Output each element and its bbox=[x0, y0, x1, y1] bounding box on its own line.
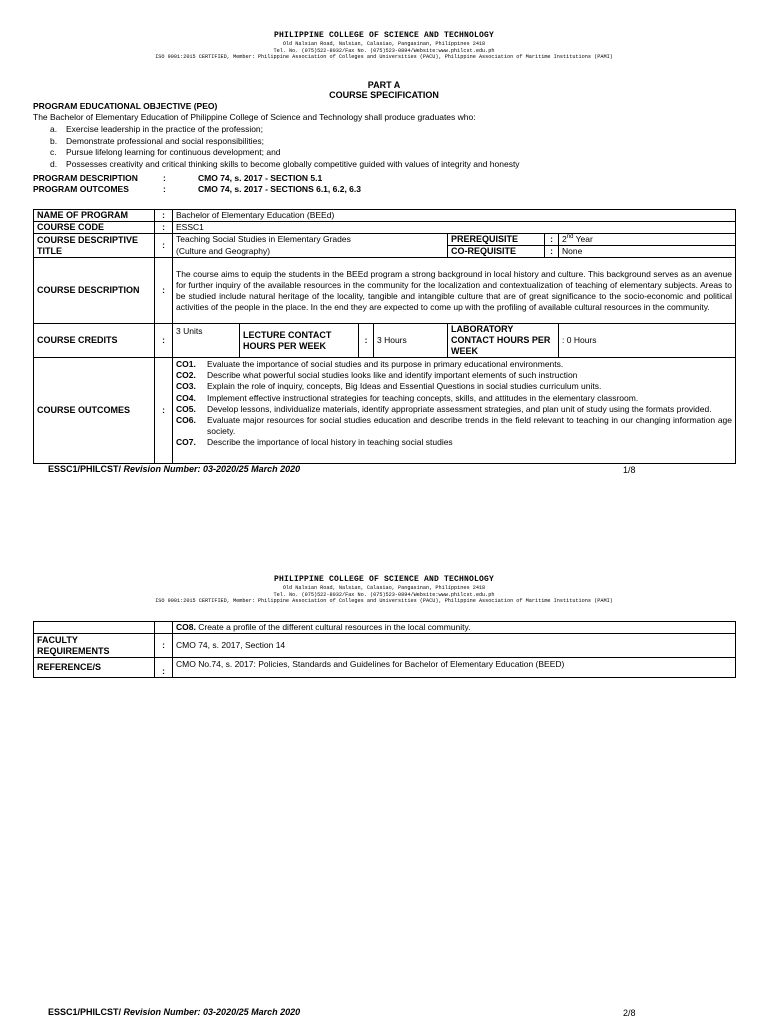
colon: : bbox=[155, 358, 173, 464]
table-row bbox=[34, 358, 736, 464]
course-credits-label: COURSE CREDITS bbox=[34, 324, 155, 358]
colon: : bbox=[545, 234, 559, 246]
name-of-program-value: Bachelor of Elementary Education (BEEd) bbox=[173, 210, 736, 222]
outcome-item: CO4. Implement effective instructional strategies for teaching concepts, skills, and attitudes in the elementary classroom. bbox=[176, 392, 639, 403]
document-page-2 bbox=[0, 540, 768, 1024]
part-label: PART A bbox=[367, 80, 401, 90]
faculty-requirements-value: CMO 74, s. 2017, Section 14 bbox=[173, 634, 736, 658]
lab-hours-value: : 0 Hours bbox=[559, 324, 736, 358]
course-outcomes-label: COURSE OUTCOMES bbox=[34, 358, 155, 464]
peo-item: b. Demonstrate professional and social responsibilities; bbox=[50, 135, 264, 146]
table-row bbox=[34, 634, 736, 658]
course-description-label: COURSE DESCRIPTION bbox=[34, 258, 155, 324]
colon: : bbox=[163, 173, 166, 183]
colon: : bbox=[155, 234, 173, 258]
prerequisite-value: 2nd Year bbox=[559, 234, 736, 246]
program-description-value: CMO 74, s. 2017 - SECTION 5.1 bbox=[198, 173, 323, 183]
corequisite-value: None bbox=[559, 246, 736, 258]
college-address: Old Nalsian Road, Nalsian, Calasiao, Pangasinan, Philippines 2418 bbox=[282, 585, 486, 591]
course-code-label: COURSE CODE bbox=[34, 222, 155, 234]
course-title-label: COURSE DESCRIPTIVE TITLE bbox=[34, 234, 155, 258]
table-row bbox=[34, 258, 736, 324]
empty-cell bbox=[155, 622, 173, 634]
course-title-value: Teaching Social Studies in Elementary Grades (Culture and Geography) bbox=[173, 234, 448, 258]
letterhead bbox=[0, 575, 768, 605]
faculty-requirements-label: FACULTY REQUIREMENTS bbox=[34, 634, 155, 658]
program-outcomes-label: PROGRAM OUTCOMES bbox=[33, 184, 129, 194]
outcome-item: CO8. Create a profile of the different cultural resources in the local community. bbox=[173, 622, 736, 634]
college-name: PHILIPPINE COLLEGE OF SCIENCE AND TECHNOLOGY bbox=[273, 575, 495, 584]
page-number: 1/8 bbox=[623, 465, 636, 475]
peo-intro: The Bachelor of Elementary Education of Philippine College of Science and Technology shall produce graduates who: bbox=[33, 112, 476, 122]
outcome-item: CO2. Describe what powerful social studies looks like and identify important elements of such instruction bbox=[176, 370, 578, 381]
course-description-text: The course aims to equip the students in the BEEd program a strong background in local history and culture. This background serves as an avenue for further inquiry of the available resources in the community for the localization and contextualization of teaching of elementary subjects. Areas to be studied include natural heritage of the locality, tangible and intangible culture that are of great significance to the socio-economic and political activities of the people in the place. In the end they are expected to come up with the profiling of available cultural resources in the community. bbox=[173, 258, 736, 324]
name-of-program-label: NAME OF PROGRAM bbox=[34, 210, 155, 222]
table-row bbox=[34, 658, 736, 678]
peo-heading: PROGRAM EDUCATIONAL OBJECTIVE (PEO) bbox=[33, 101, 218, 111]
colon: : bbox=[545, 246, 559, 258]
outcome-item: CO3. Explain the role of inquiry, concepts, Big Ideas and Essential Questions in social studies curriculum units. bbox=[176, 381, 602, 392]
corequisite-label: CO-REQUISITE bbox=[448, 246, 545, 258]
footer-revision: ESSC1/PHILCST/ Revision Number: 03-2020/25 March 2020 bbox=[48, 464, 301, 474]
colon: : bbox=[163, 184, 166, 194]
college-contact: Tel. No. (075)522-8032/Fax No. (075)523-0894/Website:www.philcst.edu.ph bbox=[273, 47, 495, 54]
table-row bbox=[34, 210, 736, 222]
letterhead bbox=[0, 31, 768, 61]
peo-item: c. Pursue lifelong learning for continuous development; and bbox=[50, 147, 281, 157]
program-outcomes-value: CMO 74, s. 2017 - SECTIONS 6.1, 6.2, 6.3 bbox=[198, 184, 361, 194]
outcome-item: CO5. Develop lessons, individualize materials, identify appropriate assessment strategies, and plan unit of study using the formats provided. bbox=[176, 403, 712, 414]
college-iso: ISO 9001:2015 CERTIFIED, Member: Philippine Association of Colleges and Universities (PACU), Philippine Association of Maritime Institutions (PAMI) bbox=[155, 598, 613, 604]
peo-item: d. Possesses creativity and critical thinking skills to become globally competitive guided with values of integrity and honesty bbox=[50, 158, 520, 169]
colon: : bbox=[155, 324, 173, 358]
colon: : bbox=[155, 210, 173, 222]
colon: : bbox=[155, 222, 173, 234]
table-row bbox=[34, 324, 736, 358]
page-number: 2/8 bbox=[623, 1008, 636, 1018]
lab-hours-label: LABORATORY CONTACT HOURS PER WEEK bbox=[448, 324, 559, 358]
table-row bbox=[34, 622, 736, 634]
outcome-item: CO7. Describe the importance of local history in teaching social studies bbox=[176, 437, 453, 448]
footer-revision: ESSC1/PHILCST/ Revision Number: 03-2020/25 March 2020 bbox=[48, 1007, 301, 1017]
colon: : bbox=[155, 258, 173, 324]
college-contact: Tel. No. (075)522-8032/Fax No. (075)523-0894/Website:www.philcst.edu.ph bbox=[273, 591, 495, 598]
college-iso: ISO 9001:2015 CERTIFIED, Member: Philippine Association of Colleges and Universities (PACU), Philippine Association of Maritime Institutions (PAMI) bbox=[155, 54, 613, 60]
colon: : bbox=[155, 634, 173, 658]
table-row bbox=[34, 234, 736, 246]
empty-cell bbox=[34, 622, 155, 634]
peo-item: a. Exercise leadership in the practice of the profession; bbox=[50, 124, 264, 134]
outcome-item: CO1. Evaluate the importance of social studies and its purpose in primary educational environments. bbox=[176, 359, 564, 369]
course-outcomes-list bbox=[173, 358, 736, 464]
references-label: REFERENCE/S bbox=[34, 658, 155, 678]
peo-list bbox=[36, 124, 520, 170]
section-title: COURSE SPECIFICATION bbox=[329, 90, 439, 100]
course-spec-table-continued bbox=[33, 621, 736, 678]
references-value: CMO No.74, s. 2017: Policies, Standards and Guidelines for Bachelor of Elementary Education (BEED) bbox=[173, 658, 736, 678]
course-credits-value: 3 Units bbox=[173, 324, 240, 358]
college-address: Old Nalsian Road, Nalsian, Calasiao, Pangasinan, Philippines 2418 bbox=[282, 41, 486, 47]
lecture-hours-label: LECTURE CONTACT HOURS PER WEEK bbox=[240, 324, 359, 358]
prerequisite-label: PREREQUISITE bbox=[448, 234, 545, 246]
course-spec-table bbox=[33, 209, 736, 464]
college-name: PHILIPPINE COLLEGE OF SCIENCE AND TECHNOLOGY bbox=[273, 31, 495, 40]
program-description-label: PROGRAM DESCRIPTION bbox=[33, 173, 138, 183]
course-code-value: ESSC1 bbox=[173, 222, 736, 234]
lecture-hours-value: 3 Hours bbox=[374, 324, 448, 358]
colon: : bbox=[359, 324, 374, 358]
table-row bbox=[34, 222, 736, 234]
outcome-item: CO6. Evaluate major resources for social studies education and describe trends in the field relevant to teaching in our changing information age society. bbox=[176, 415, 733, 437]
colon: : bbox=[155, 658, 173, 678]
